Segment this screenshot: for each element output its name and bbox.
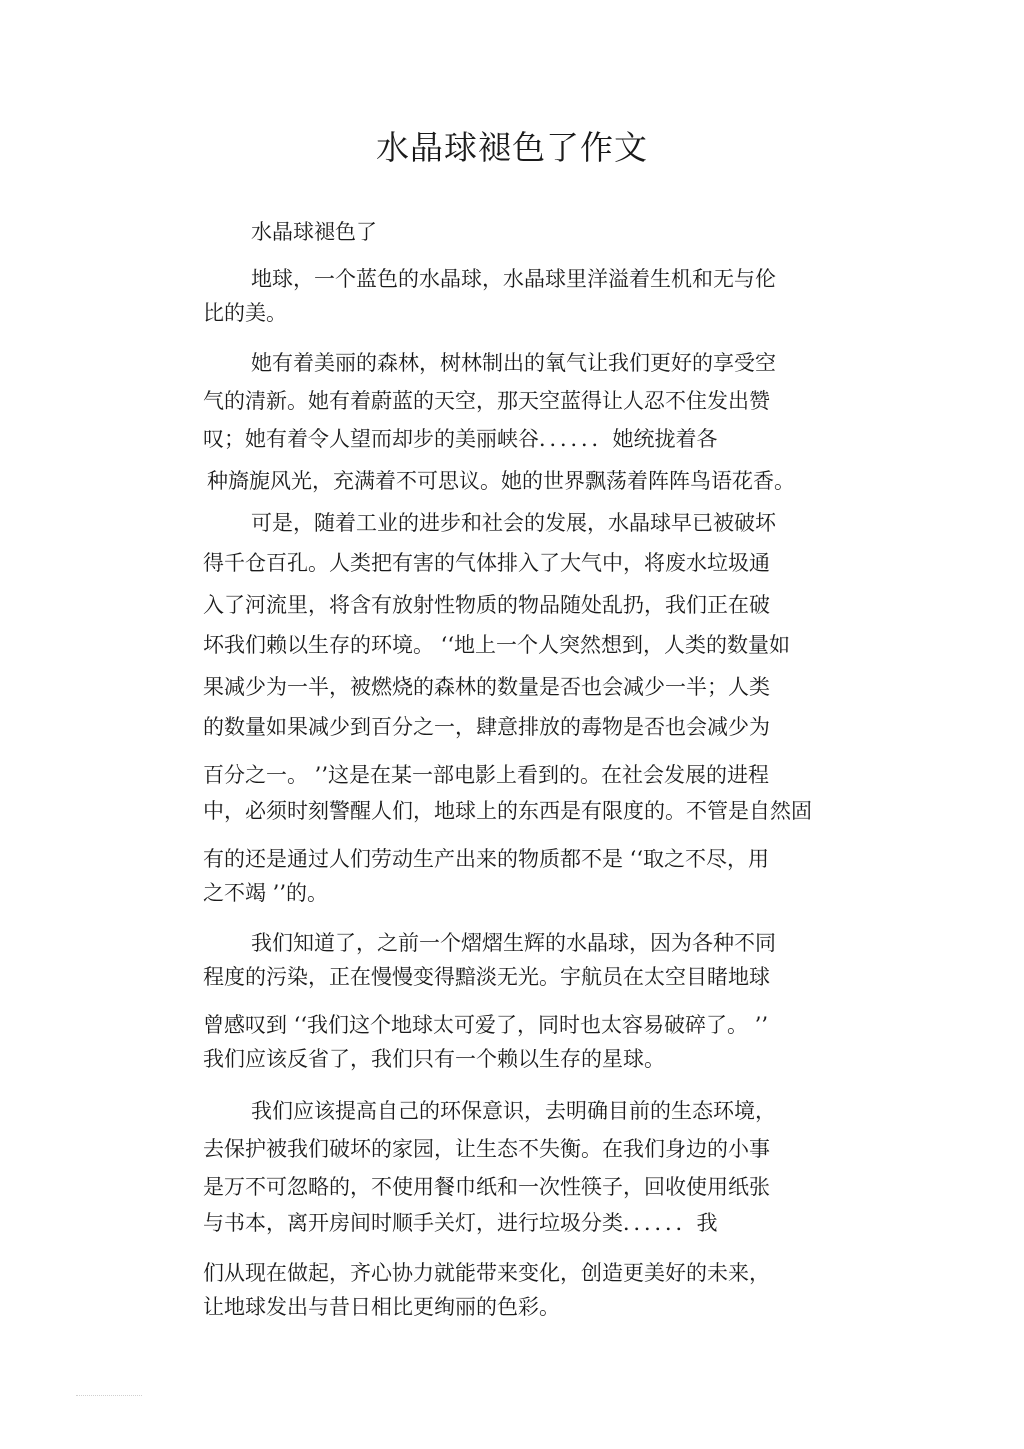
paragraph-line: 她有着美丽的森林，树林制出的氧气让我们更好的享受空 bbox=[251, 351, 776, 375]
paragraph-line: 我们知道了，之前一个熠熠生辉的水晶球，因为各种不同 bbox=[251, 931, 776, 955]
paragraph-line: 之不竭 ’’的。 bbox=[203, 881, 329, 905]
paragraph-line: 入了河流里，将含有放射性物质的物品随处乱扔，我们正在破 bbox=[203, 593, 770, 617]
paragraph-line: 我们应该提高自己的环保意识，去明确目前的生态环境， bbox=[251, 1099, 776, 1123]
paragraph-line: 气的清新。她有着蔚蓝的天空，那天空蓝得让人忍不住发出赞 bbox=[203, 389, 770, 413]
paragraph-line: 们从现在做起，齐心协力就能带来变化，创造更美好的未来， bbox=[203, 1261, 770, 1285]
paragraph-line: 让地球发出与昔日相比更绚丽的色彩。 bbox=[203, 1295, 560, 1319]
paragraph-line: 比的美。 bbox=[203, 301, 287, 325]
footer-divider bbox=[76, 1395, 142, 1396]
paragraph-line: 可是，随着工业的进步和社会的发展，水晶球早已被破坏 bbox=[251, 511, 776, 535]
paragraph-line: 我们应该反省了，我们只有一个赖以生存的星球。 bbox=[203, 1047, 665, 1071]
paragraph-line: 去保护被我们破坏的家园，让生态不失衡。在我们身边的小事 bbox=[203, 1137, 770, 1161]
paragraph-line: 果减少为一半，被燃烧的森林的数量是否也会减少一半；人类 bbox=[203, 675, 770, 699]
paragraph-line: 是万不可忽略的，不使用餐巾纸和一次性筷子，回收使用纸张 bbox=[203, 1175, 770, 1199]
paragraph-line: 坏我们赖以生存的环境。 ‘‘地上一个人突然想到，人类的数量如 bbox=[203, 633, 791, 657]
paragraph-line: 种旖旎风光，充满着不可思议。她的世界飘荡着阵阵鸟语花香。 bbox=[207, 469, 795, 493]
paragraph-line: 的数量如果减少到百分之一，肆意排放的毒物是否也会减少为 bbox=[203, 715, 770, 739]
paragraph-line: 有的还是通过人们劳动生产出来的物质都不是 ‘‘取之不尽，用 bbox=[203, 847, 770, 871]
paragraph-line: 程度的污染，正在慢慢变得黯淡无光。宇航员在太空目睹地球 bbox=[203, 965, 770, 989]
subtitle-line: 水晶球褪色了 bbox=[251, 220, 377, 244]
paragraph-line: 曾感叹到 ‘‘我们这个地球太可爱了，同时也太容易破碎了。 ’’ bbox=[203, 1013, 769, 1037]
paragraph-line: 地球，一个蓝色的水晶球，水晶球里洋溢着生机和无与伦 bbox=[251, 267, 776, 291]
document-title: 水晶球褪色了作文 bbox=[376, 128, 648, 167]
paragraph-line: 中，必须时刻警醒人们，地球上的东西是有限度的。不管是自然固 bbox=[203, 799, 812, 823]
paragraph-line: 叹；她有着令人望而却步的美丽峡谷．．．．．．她统拢着各 bbox=[203, 427, 718, 451]
paragraph-line: 与书本，离开房间时顺手关灯，进行垃圾分类．．．．．．我 bbox=[203, 1211, 718, 1235]
paragraph-line: 得千仓百孔。人类把有害的气体排入了大气中，将废水垃圾通 bbox=[203, 551, 770, 575]
paragraph-line: 百分之一。 ’’这是在某一部电影上看到的。在社会发展的进程 bbox=[203, 763, 770, 787]
